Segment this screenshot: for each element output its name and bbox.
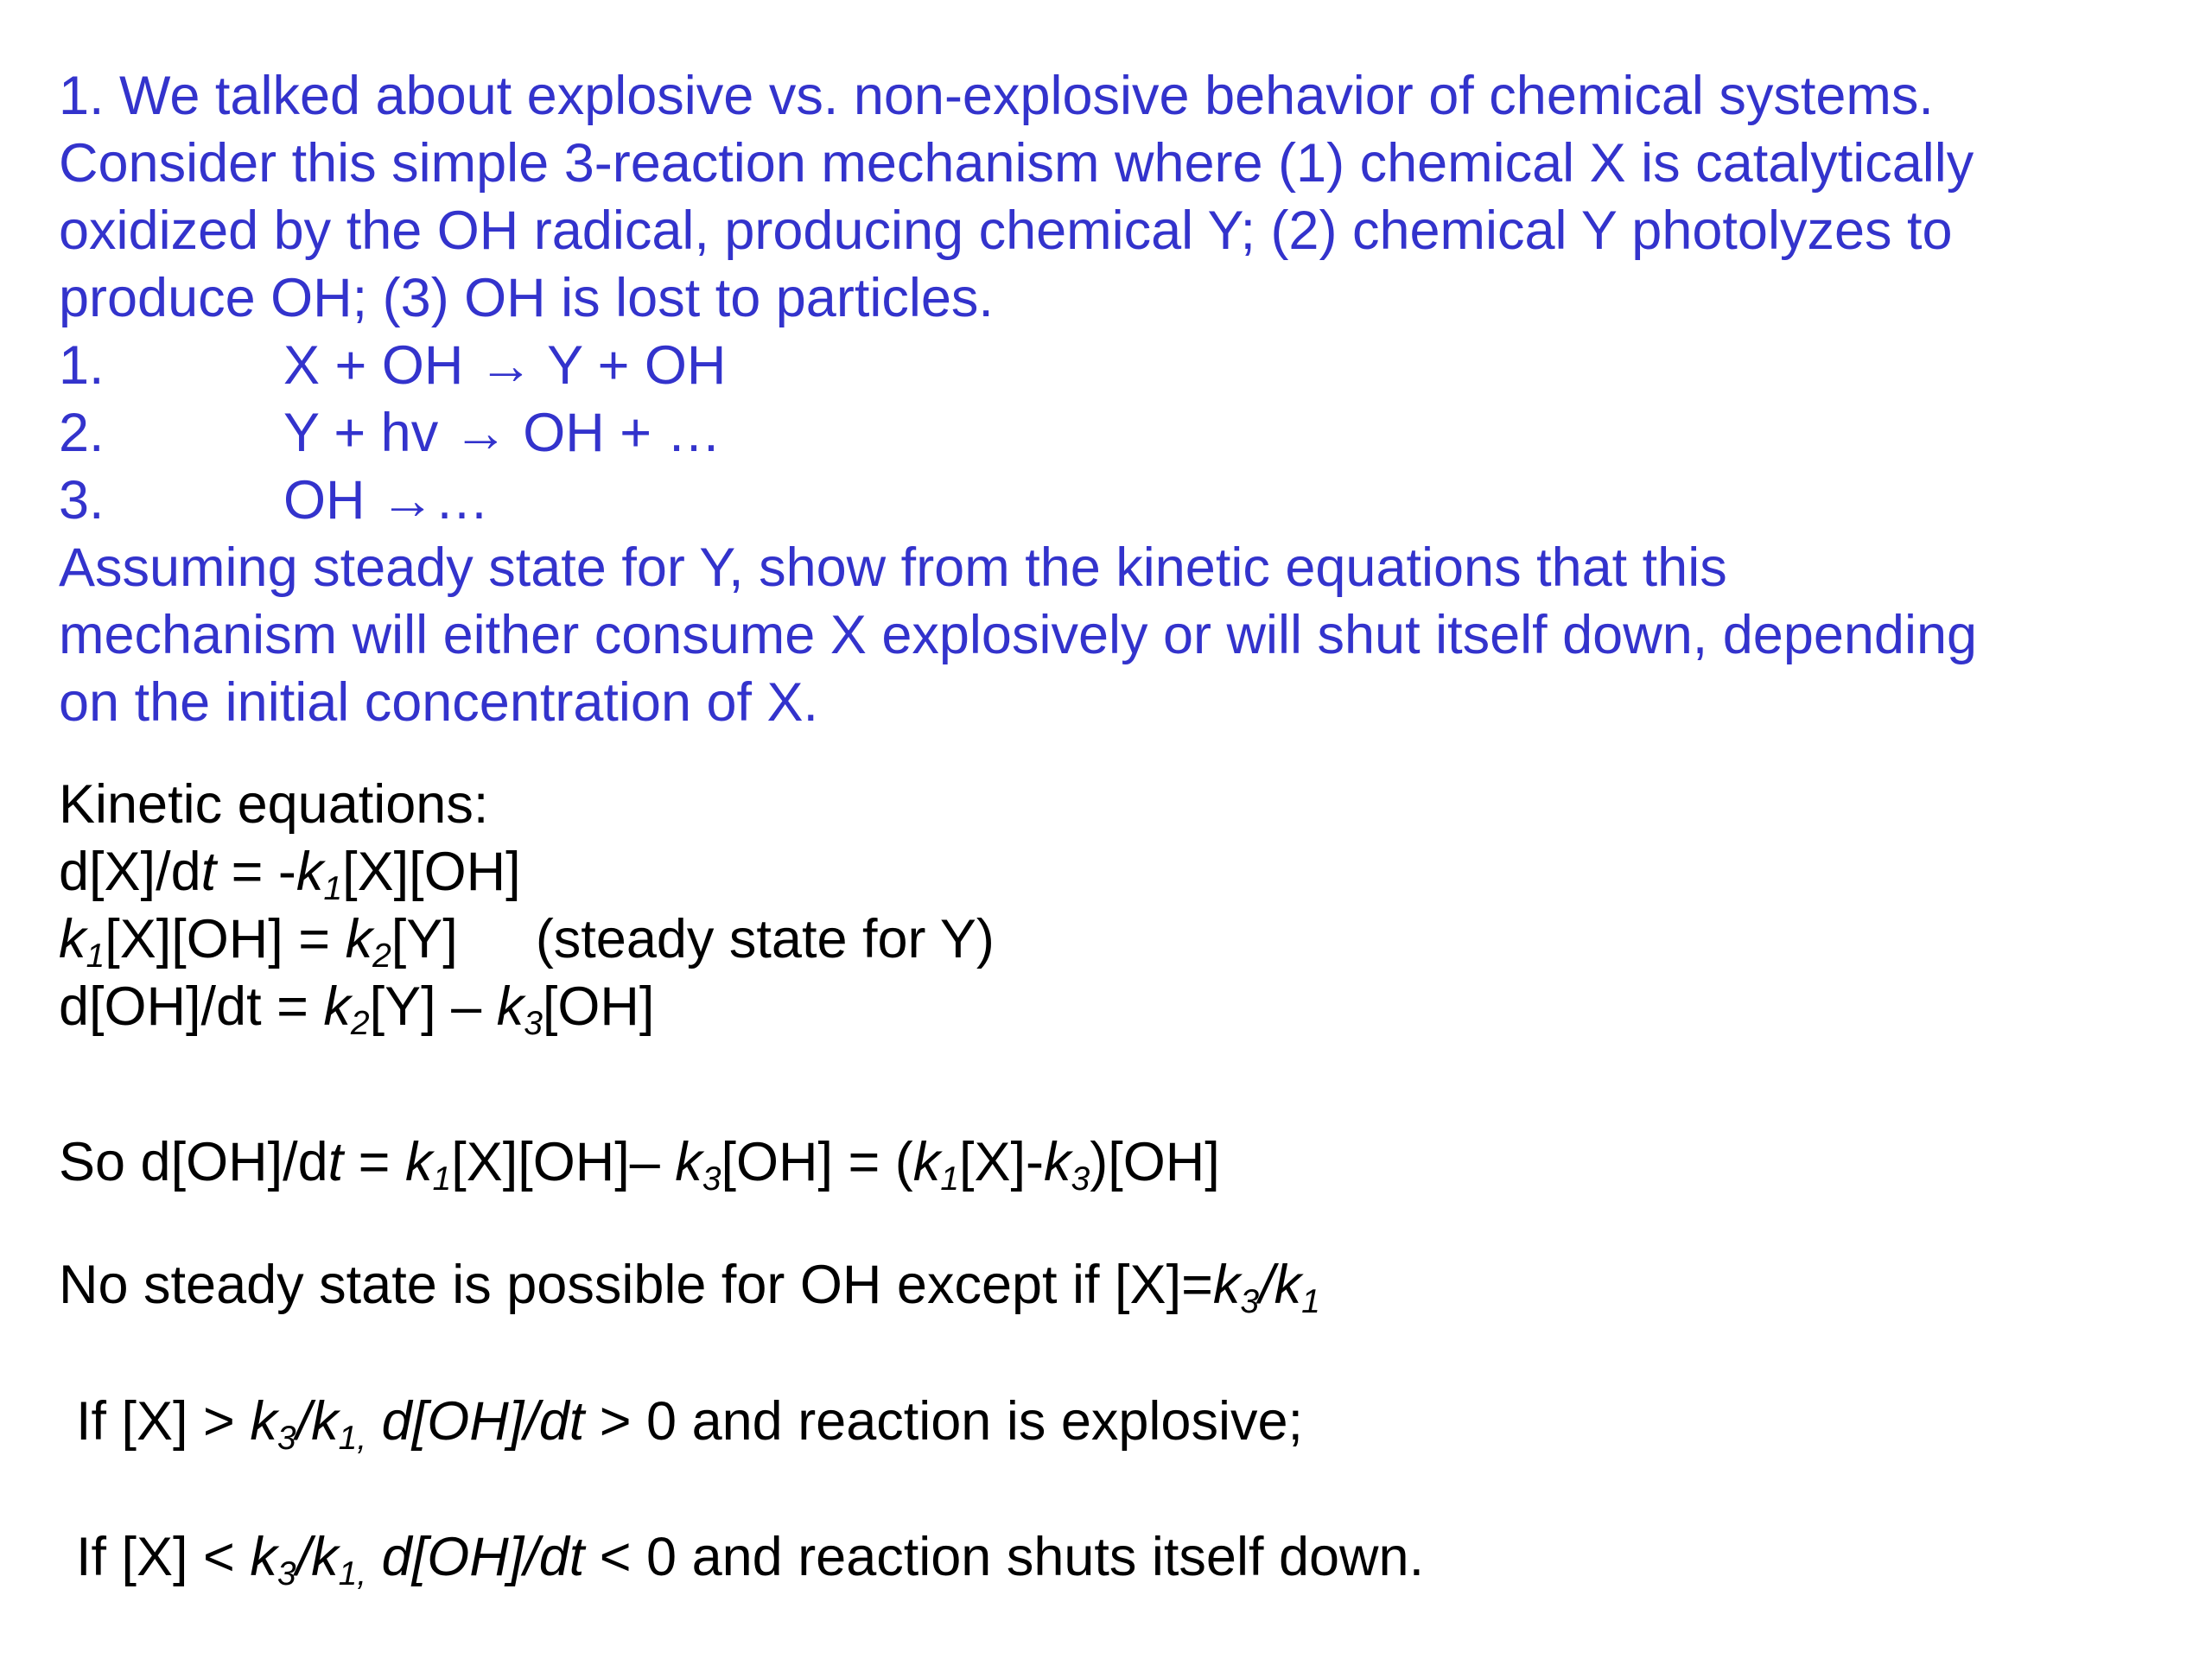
eq-var: t — [200, 842, 217, 902]
rate-constant: k — [1212, 1255, 1241, 1315]
reaction-number: 3. — [59, 470, 105, 531]
eq-text: No steady state is possible for OH except if [X]= — [59, 1255, 1213, 1315]
reaction-equation: OH →… — [283, 470, 490, 531]
eq-text: [OH] — [542, 976, 655, 1037]
rate-subscript: 3 — [702, 1160, 721, 1198]
reaction-2 — [59, 399, 721, 467]
rate-subscript: 1 — [1301, 1282, 1320, 1320]
rate-constant: k — [675, 1132, 702, 1192]
task-line-2: mechanism will either consume X explosively or will shut itself down, depending — [59, 605, 1978, 665]
rate-constant: k — [59, 909, 86, 969]
eq-text: [X][OH] — [342, 842, 521, 902]
rate-constant: k — [323, 976, 351, 1037]
eq-text: / — [296, 1391, 312, 1452]
eq-text: [X][OH] = — [105, 909, 346, 969]
equation-dx-dt — [59, 838, 521, 906]
rate-constant: k — [311, 1391, 339, 1452]
intro-line-1: 1. We talked about explosive vs. non-explosive behavior of chemical systems. — [59, 66, 1934, 126]
shutdown-condition — [76, 1523, 1424, 1591]
rate-constant: k — [296, 842, 324, 902]
equation-doh-dt — [59, 973, 654, 1040]
kinetic-heading: Kinetic equations: — [59, 774, 489, 835]
rate-subscript: 3 — [524, 1004, 543, 1042]
eq-text: / — [296, 1527, 312, 1587]
reaction-equation: X + OH → Y + OH — [283, 335, 727, 396]
eq-text: [X][OH]– — [451, 1132, 676, 1192]
eq-text: d[X]/d — [59, 842, 201, 902]
task-line-3: on the initial concentration of X. — [59, 672, 819, 733]
eq-text: [OH] = ( — [721, 1132, 913, 1192]
eq-text: [Y] — [391, 909, 458, 969]
rate-constant: k — [345, 909, 373, 969]
reaction-number: 2. — [59, 403, 105, 463]
rate-subscript: 1 — [86, 937, 105, 975]
rate-subscript: 3 — [276, 1419, 296, 1457]
equation-steady-state-y — [59, 906, 995, 973]
reaction-3 — [59, 467, 489, 534]
rate-constant: k — [404, 1132, 433, 1192]
rate-constant: k — [250, 1527, 277, 1587]
eq-derivative: d[OH]/dt — [366, 1527, 585, 1587]
eq-text: If [X] > — [76, 1391, 251, 1452]
rate-constant: k — [1274, 1255, 1302, 1315]
eq-text: > 0 and reaction is explosive; — [584, 1391, 1303, 1452]
eq-text: [X]- — [959, 1132, 1045, 1192]
rate-constant: k — [496, 976, 524, 1037]
no-steady-state-line — [59, 1251, 1320, 1319]
intro-line-2: Consider this simple 3-reaction mechanism where (1) chemical X is catalytically — [59, 133, 1974, 194]
eq-text: = — [343, 1132, 405, 1192]
rate-constant: k — [311, 1527, 339, 1587]
equation-so — [59, 1128, 1220, 1196]
eq-text: d[OH]/dt = — [59, 976, 324, 1037]
reaction-number: 1. — [59, 335, 105, 396]
rate-subscript: 3 — [1240, 1282, 1260, 1320]
task-line-1: Assuming steady state for Y, show from the kinetic equations that this — [59, 537, 1727, 598]
reaction-equation: Y + hv → OH + … — [283, 403, 721, 463]
rate-subscript: 1 — [432, 1160, 452, 1198]
rate-subscript: 1, — [338, 1419, 367, 1457]
eq-var: t — [327, 1132, 344, 1192]
intro-line-3: oxidized by the OH radical, producing chemical Y; (2) chemical Y photolyzes to — [59, 200, 1953, 261]
explosive-condition — [76, 1388, 1303, 1455]
rate-subscript: 3 — [1071, 1160, 1090, 1198]
rate-subscript: 1, — [338, 1554, 367, 1592]
eq-text: < 0 and reaction shuts itself down. — [584, 1527, 1425, 1587]
eq-text: / — [1259, 1255, 1274, 1315]
eq-text: = - — [216, 842, 296, 902]
rate-subscript: 2 — [372, 937, 391, 975]
rate-constant: k — [250, 1391, 277, 1452]
eq-text: )[OH] — [1090, 1132, 1220, 1192]
eq-text: [Y] – — [369, 976, 497, 1037]
rate-subscript: 1 — [323, 869, 343, 907]
rate-subscript: 1 — [940, 1160, 960, 1198]
rate-subscript: 3 — [276, 1554, 296, 1592]
eq-text: If [X] < — [76, 1527, 251, 1587]
rate-subscript: 2 — [350, 1004, 370, 1042]
eq-note: (steady state for Y) — [535, 909, 995, 969]
eq-derivative: d[OH]/dt — [366, 1391, 585, 1452]
rate-constant: k — [1044, 1132, 1071, 1192]
reaction-1 — [59, 332, 726, 399]
eq-text: So d[OH]/d — [59, 1132, 328, 1192]
intro-line-4: produce OH; (3) OH is lost to particles. — [59, 268, 994, 328]
rate-constant: k — [912, 1132, 941, 1192]
